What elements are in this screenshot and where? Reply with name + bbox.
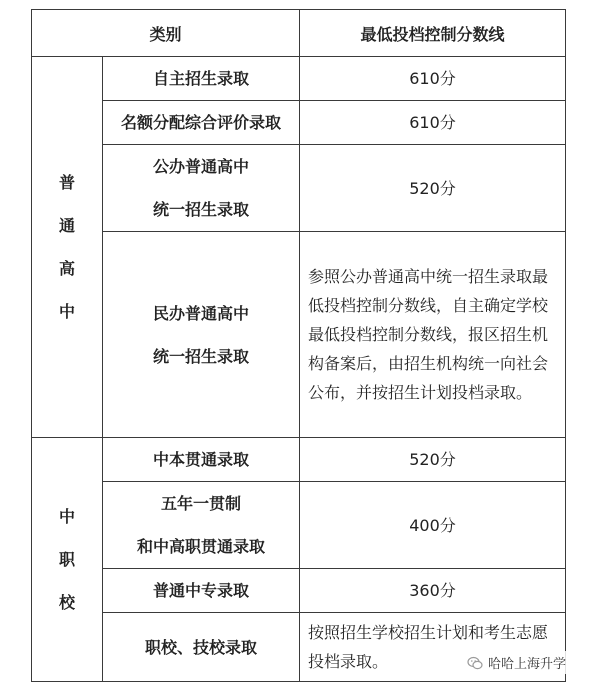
category-text: 统一招生录取: [153, 346, 250, 366]
category-cell: [103, 613, 300, 682]
category-cell: [103, 482, 300, 569]
group-label-high-school: [32, 57, 103, 438]
group-char: 校: [58, 593, 75, 612]
table-row: [32, 101, 566, 145]
category-text: 民办普通高中: [153, 303, 250, 323]
table-row: [32, 438, 566, 482]
category-text: 职校、技校录取: [145, 637, 258, 657]
table-row: [32, 482, 566, 569]
score-note-cell: 按照招生学校招生计划和考生志愿投档录取。: [300, 613, 566, 682]
score-table: [31, 9, 566, 682]
category-cell: [103, 569, 300, 613]
watermark-text: 哈哈上海升学: [488, 657, 567, 672]
group-char: 中: [58, 507, 75, 526]
table-row: [32, 57, 566, 101]
score-cell: 520分: [300, 438, 566, 482]
score-cell: 610分: [300, 57, 566, 101]
score-cell: 400分: [300, 482, 566, 569]
category-text: 名额分配综合评价录取: [121, 113, 282, 132]
category-cell: [103, 145, 300, 232]
category-text: 统一招生录取: [153, 200, 250, 219]
score-cell: 610分: [300, 101, 566, 145]
category-cell: [103, 438, 300, 482]
group-label-vocational: [32, 438, 103, 682]
table-row: [32, 145, 566, 232]
category-text: 中本贯通录取: [153, 450, 250, 469]
header-min-score: 最低投档控制分数线: [300, 10, 566, 57]
group-char: 普: [58, 173, 75, 192]
watermark: [463, 651, 570, 674]
category-cell: [103, 101, 300, 145]
table-header-row: [32, 10, 566, 57]
category-text: 自主招生录取: [153, 69, 250, 88]
wechat-icon: [467, 655, 483, 671]
category-text: 和中高职贯通录取: [137, 537, 266, 556]
table-row: [32, 569, 566, 613]
category-text: 五年一贯制: [161, 494, 242, 513]
category-text: 普通中专录取: [153, 581, 250, 600]
category-cell: [103, 232, 300, 438]
category-text: 公办普通高中: [153, 157, 250, 176]
header-category: 类别: [32, 10, 300, 57]
group-char: 高: [58, 259, 75, 278]
score-cell: 520分: [300, 145, 566, 232]
group-char: 职: [58, 550, 75, 569]
score-note-cell: 参照公办普通高中统一招生录取最低投档控制分数线，自主确定学校最低投档控制分数线，报区招生机构备案后，由招生机构统一向社会公布，并按招生计划投档录取。: [300, 232, 566, 438]
group-char: 中: [58, 302, 75, 321]
score-cell: 360分: [300, 569, 566, 613]
group-char: 通: [58, 216, 75, 235]
table-row: [32, 232, 566, 438]
category-cell: [103, 57, 300, 101]
